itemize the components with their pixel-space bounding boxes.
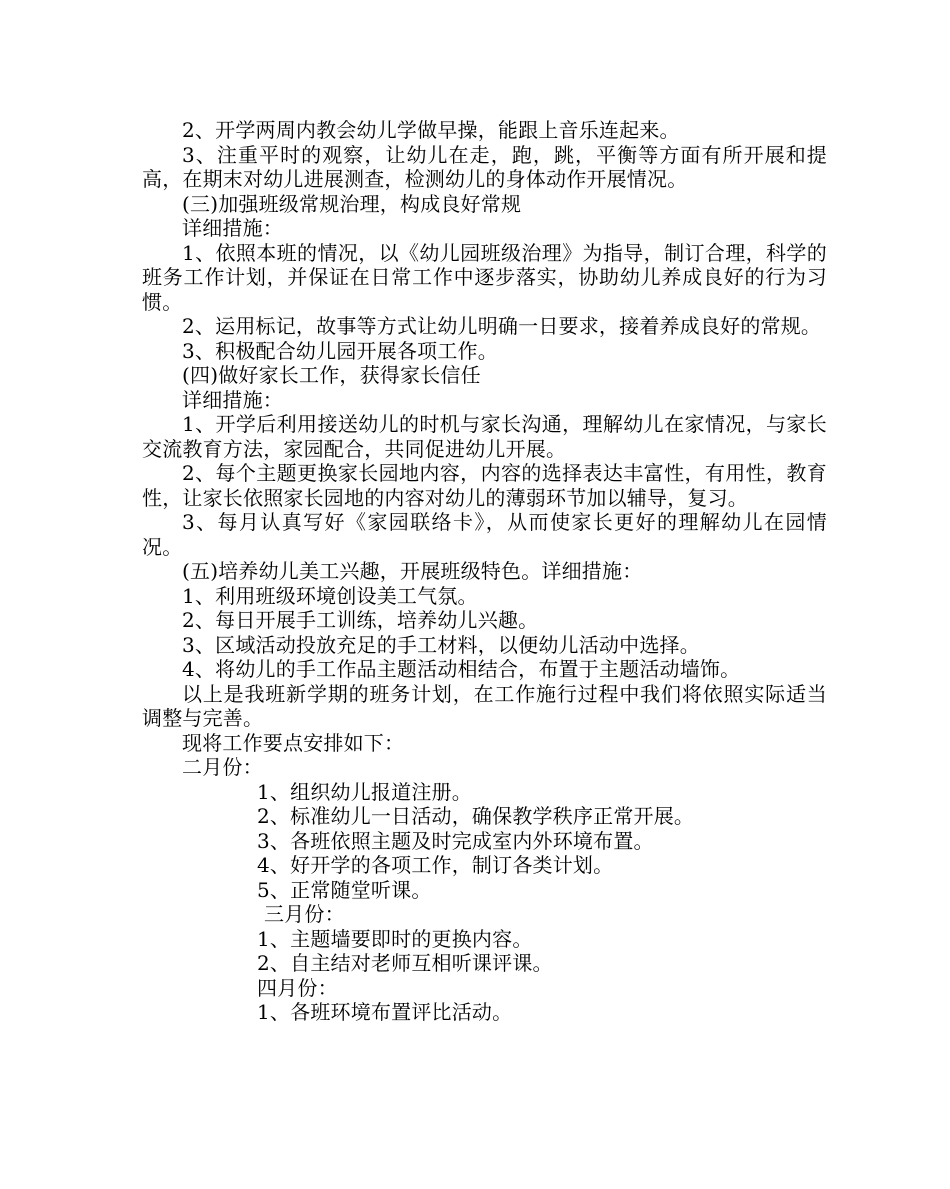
paragraph: 1、利用班级环境创设美工气氛。 xyxy=(182,583,478,608)
paragraph: 现将工作要点安排如下： xyxy=(182,730,405,755)
list-item: 5、正常随堂听课。 xyxy=(257,877,432,902)
list-item: 4、好开学的各项工作，制订各类计划。 xyxy=(257,853,614,877)
paragraph: 详细措施： xyxy=(182,216,283,240)
paragraph: 以上是我班新学期的班务计划，在工作施行过程中我们将依照实际适当调整与完善。 xyxy=(142,681,827,730)
paragraph: 1、开学后利用接送幼儿的时机与家长沟通，理解幼儿在家情况，与家长交流教育方法，家园配合，共同促进幼儿开展。 xyxy=(142,412,827,461)
paragraph: 3、积极配合幼儿园开展各项工作。 xyxy=(182,338,498,363)
paragraph: 3、区域活动投放充足的手工材料，以便幼儿活动中选择。 xyxy=(182,632,700,657)
list-item: 3、各班依照主题及时完成室内外环境布置。 xyxy=(257,828,654,853)
list-item: 1、组织幼儿报道注册。 xyxy=(257,779,472,804)
paragraph: 2、开学两周内教会幼儿学做早操，能跟上音乐连起来。 xyxy=(182,118,680,142)
paragraph: 1、依照本班的情况，以《幼儿园班级治理》为指导，制订合理，科学的班务工作计划，并保证在日常工作中逐步落实，协助幼儿养成良好的行为习惯。 xyxy=(142,240,827,314)
month-heading: 二月份： xyxy=(182,755,263,779)
month-heading: 四月份： xyxy=(257,975,338,1000)
paragraph: 2、每个主题更换家长园地内容，内容的选择表达丰富性，有用性，教育性，让家长依照家长园地的内容对幼儿的薄弱环节加以辅导，复习。 xyxy=(142,461,827,510)
month-heading: 三月份： xyxy=(264,902,345,926)
paragraph: 2、每日开展手工训练，培养幼儿兴趣。 xyxy=(182,608,539,632)
list-item: 2、标准幼儿一日活动，确保教学秩序正常开展。 xyxy=(257,804,695,828)
list-item: 1、主题墙要即时的更换内容。 xyxy=(257,926,533,951)
document-body xyxy=(142,118,827,1025)
paragraph: 3、注重平时的观察，让幼儿在走，跑，跳，平衡等方面有所开展和提高，在期末对幼儿进展测查，检测幼儿的身体动作开展情况。 xyxy=(142,142,827,191)
paragraph: 2、运用标记，故事等方式让幼儿明确一日要求，接着养成良好的常规。 xyxy=(182,314,822,338)
paragraph: 3、每月认真写好《家园联络卡》，从而使家长更好的理解幼儿在园情况。 xyxy=(142,510,827,559)
paragraph: 4、将幼儿的手工作品主题活动相结合，布置于主题活动墙饰。 xyxy=(182,657,741,681)
section-heading: (三)加强班级常规治理，构成良好常规 xyxy=(182,191,522,216)
section-heading: (四)做好家长工作，获得家长信任 xyxy=(182,363,481,387)
paragraph: 详细措施： xyxy=(182,387,283,412)
list-item: 2、自主结对老师互相听课评课。 xyxy=(257,951,553,975)
list-item: 1、各班环境布置评比活动。 xyxy=(257,1000,513,1024)
section-heading: (五)培养幼儿美工兴趣，开展班级特色。详细措施： xyxy=(182,559,643,583)
